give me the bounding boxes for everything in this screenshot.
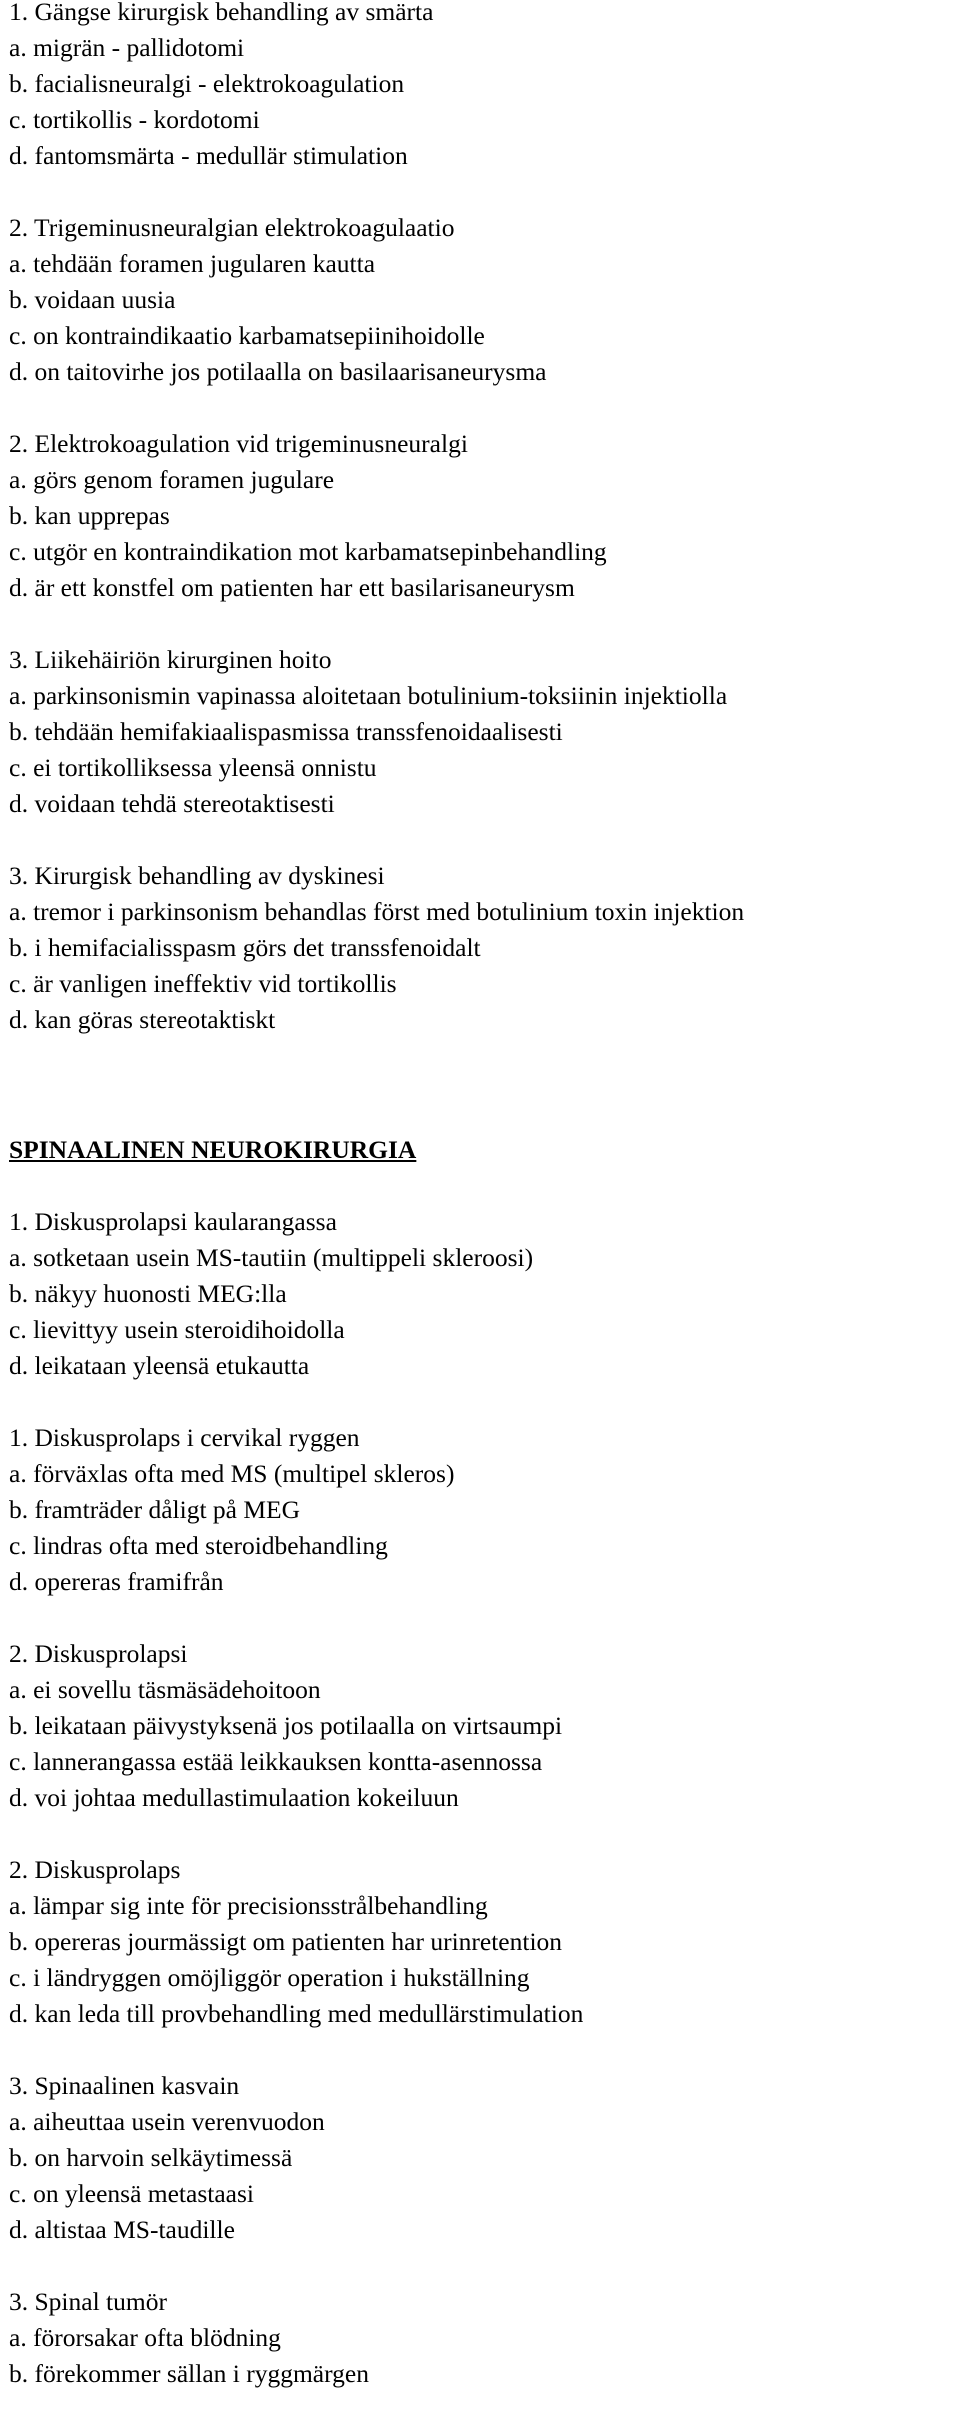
option-line: c. on yleensä metastaasi	[9, 2179, 254, 2208]
option-line: a. förorsakar ofta blödning	[9, 2323, 281, 2352]
option-line: b. framträder dåligt på MEG	[9, 1495, 301, 1524]
option-line: c. i ländryggen omöjliggör operation i hukställning	[9, 1963, 530, 1992]
option-line: c. ei tortikolliksessa yleensä onnistu	[9, 753, 377, 782]
option-line: a. tremor i parkinsonism behandlas först med botulinium toxin injektion	[9, 897, 745, 926]
option-line: a. görs genom foramen jugulare	[9, 465, 335, 494]
option-line: d. kan leda till provbehandling med medullärstimulation	[9, 1999, 584, 2028]
option-line: d. voi johtaa medullastimulaation kokeiluun	[9, 1783, 459, 1812]
option-line: d. kan göras stereotaktiskt	[9, 1005, 276, 1034]
section-heading: SPINAALINEN NEUROKIRURGIA	[9, 1135, 417, 1164]
option-line: d. är ett konstfel om patienten har ett basilarisaneurysm	[9, 573, 575, 602]
option-line: a. migrän - pallidotomi	[9, 33, 245, 62]
option-line: a. förväxlas ofta med MS (multipel skleros)	[9, 1459, 455, 1488]
question-line: 2. Diskusprolapsi	[9, 1639, 188, 1668]
question-line: 3. Kirurgisk behandling av dyskinesi	[9, 861, 385, 890]
option-line: d. leikataan yleensä etukautta	[9, 1351, 310, 1380]
option-line: b. leikataan päivystyksenä jos potilaalla on virtsaumpi	[9, 1711, 563, 1740]
option-line: b. i hemifacialisspasm görs det transsfenoidalt	[9, 933, 481, 962]
option-line: c. är vanligen ineffektiv vid tortikollis	[9, 969, 397, 998]
option-line: b. näkyy huonosti MEG:lla	[9, 1279, 287, 1308]
option-line: a. parkinsonismin vapinassa aloitetaan botulinium-toksiinin injektiolla	[9, 681, 728, 710]
option-line: a. sotketaan usein MS-tautiin (multippeli skleroosi)	[9, 1243, 534, 1272]
option-line: c. lannerangassa estää leikkauksen kontta-asennossa	[9, 1747, 543, 1776]
option-line: d. fantomsmärta - medullär stimulation	[9, 141, 408, 170]
option-line: b. facialisneuralgi - elektrokoagulation	[9, 69, 405, 98]
option-line: b. voidaan uusia	[9, 285, 176, 314]
option-line: d. voidaan tehdä stereotaktisesti	[9, 789, 335, 818]
question-line: 3. Liikehäiriön kirurginen hoito	[9, 645, 332, 674]
option-line: a. lämpar sig inte för precisionsstrålbehandling	[9, 1891, 488, 1920]
question-line: 1. Diskusprolaps i cervikal ryggen	[9, 1423, 360, 1452]
question-line: 2. Trigeminusneuralgian elektrokoagulaatio	[9, 213, 455, 242]
option-line: b. kan upprepas	[9, 501, 170, 530]
question-line: 2. Diskusprolaps	[9, 1855, 181, 1884]
option-line: d. altistaa MS-taudille	[9, 2215, 235, 2244]
question-line: 3. Spinaalinen kasvain	[9, 2071, 240, 2100]
option-line: b. tehdään hemifakiaalispasmissa transsfenoidaalisesti	[9, 717, 563, 746]
question-line: 1. Diskusprolapsi kaularangassa	[9, 1207, 337, 1236]
question-line: 1. Gängse kirurgisk behandling av smärta	[9, 0, 434, 26]
option-line: a. aiheuttaa usein verenvuodon	[9, 2107, 325, 2136]
option-line: c. lievittyy usein steroidihoidolla	[9, 1315, 345, 1344]
option-line: c. tortikollis - kordotomi	[9, 105, 260, 134]
option-line: d. opereras framifrån	[9, 1567, 224, 1596]
option-line: b. opereras jourmässigt om patienten har urinretention	[9, 1927, 563, 1956]
option-line: c. utgör en kontraindikation mot karbamatsepinbehandling	[9, 537, 607, 566]
option-line: a. ei sovellu täsmäsädehoitoon	[9, 1675, 321, 1704]
question-line: 2. Elektrokoagulation vid trigeminusneuralgi	[9, 429, 468, 458]
option-line: b. on harvoin selkäytimessä	[9, 2143, 293, 2172]
question-line: 3. Spinal tumör	[9, 2287, 167, 2316]
option-line: b. förekommer sällan i ryggmärgen	[9, 2359, 369, 2388]
option-line: c. on kontraindikaatio karbamatsepiinihoidolle	[9, 321, 485, 350]
option-line: c. lindras ofta med steroidbehandling	[9, 1531, 388, 1560]
option-line: d. on taitovirhe jos potilaalla on basilaarisaneurysma	[9, 357, 547, 386]
option-line: a. tehdään foramen jugularen kautta	[9, 249, 376, 278]
